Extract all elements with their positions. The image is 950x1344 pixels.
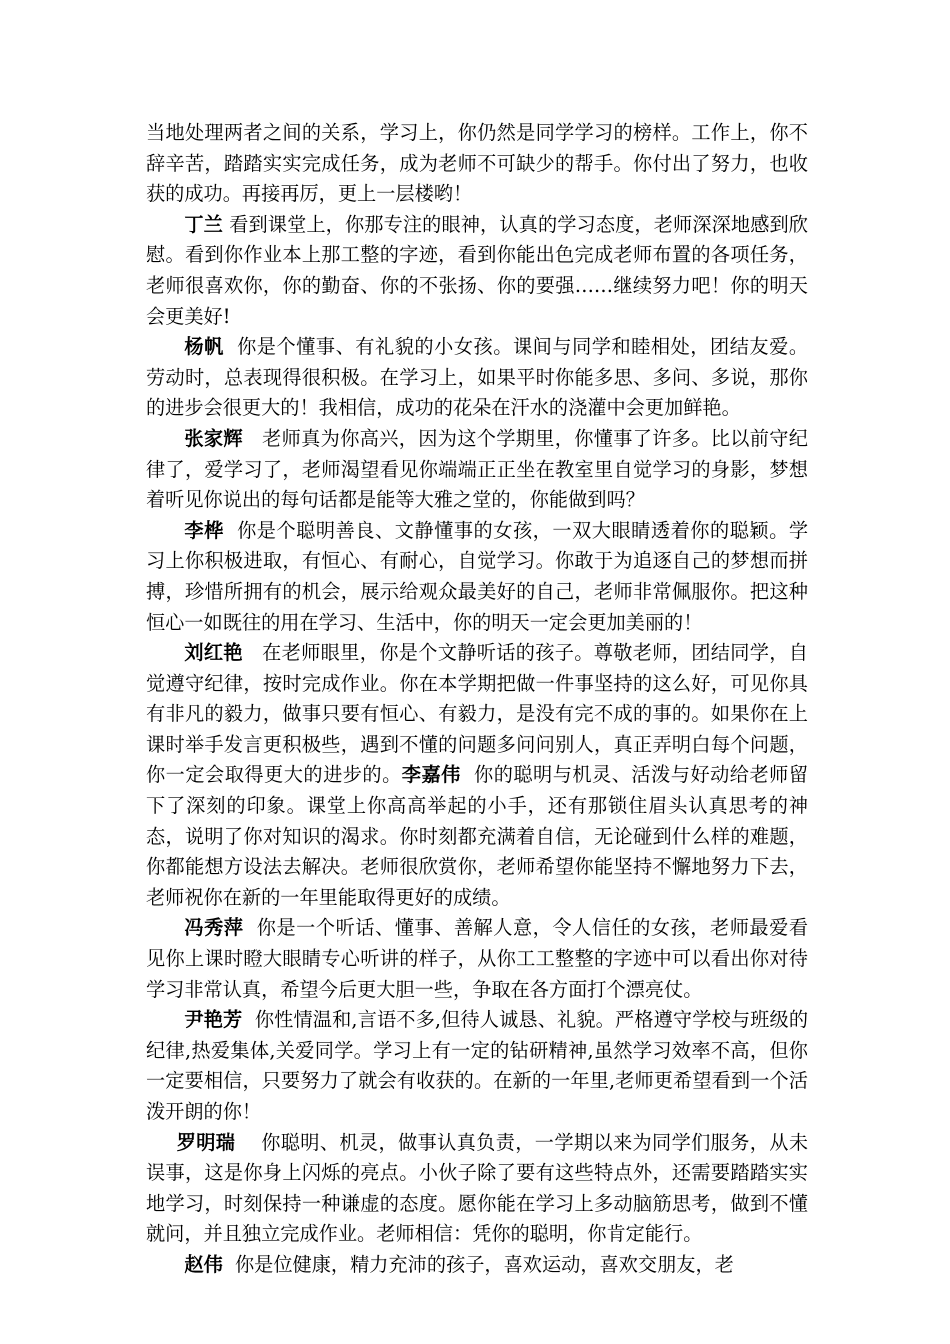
document-page — [146, 118, 808, 1281]
paragraph-comment — [146, 1128, 808, 1250]
comment-text: 在老师眼里，你是个文静听话的孩子。尊敬老师，团结同学，自觉遵守纪律，按时完成作业。你在本学期把做一件事坚持的这么好，可见你具有非凡的毅力，做事只要有恒心、有毅力，是没有完不成的事的。如果你在上课时举手发言更积极些，遇到不懂的问题多问问别人，真正弄明白每个问题，你一定会取得更大的进步的。 — [146, 641, 808, 787]
paragraph-comment — [146, 332, 808, 424]
paragraph-comment — [146, 1005, 808, 1127]
comment-text: 你是个懂事、有礼貌的小女孩。课间与同学和睦相处，团结友爱。劳动时，总表现得很积极。在学习上，如果平时你能多思、多问、多说，那你的进步会很更大的！我相信，成功的花朵在汗水的浇灌中会更加鲜艳。 — [146, 335, 809, 420]
comment-text: 当地处理两者之间的关系，学习上，你仍然是同学学习的榜样。工作上，你不辞辛苦，踏踏实实完成任务，成为老师不可缺少的帮手。你付出了努力，也收获的成功。再接再厉，更上一层楼哟！ — [146, 121, 808, 206]
student-name: 罗明瑞 — [176, 1130, 236, 1154]
comment-text: 你聪明、机灵，做事认真负责，一学期以来为同学们服务，从未误事，这是你身上闪烁的亮点。小伙子除了要有这些特点外，还需要踏踏实实地学习，时刻保持一种谦虚的态度。愿你能在学习上多动脑筋思考，做到不懂就问，并且独立完成作业。老师相信：凭你的聪明，你肯定能行。 — [146, 1130, 809, 1246]
paragraph-comment — [146, 913, 808, 1005]
comment-text: 你的聪明与机灵、活泼与好动给老师留下了深刻的印象。课堂上你高高举起的小手，还有那锁住眉头认真思考的神态，说明了你对知识的渴求。你时刻都充满着自信，无论碰到什么样的难题，你都能想方设法去解决。老师很欣赏你，老师希望你能坚持不懈地努力下去，老师祝你在新的一年里能取得更好的成绩。 — [146, 763, 809, 909]
student-name: 尹艳芳 — [184, 1008, 243, 1032]
student-name: 李嘉伟 — [401, 763, 461, 787]
student-name: 杨帆 — [184, 335, 224, 359]
paragraph-comment — [146, 638, 808, 913]
paragraph-comment — [146, 210, 808, 332]
comment-text: 你性情温和,言语不多,但待人诚恳、礼貌。严格遵守学校与班级的纪律,热爱集体,关爱同学。学习上有一定的钻研精神,虽然学习效率不高，但你一定要相信，只要努力了就会有收获的。在新的一年里,老师更希望看到一个活泼开朗的你！ — [146, 1008, 809, 1123]
comment-text: 看到课堂上，你那专注的眼神，认真的学习态度，老师深深地感到欣慰。看到你作业本上那工整的字迹，看到你能出色完成老师布置的各项任务，老师很喜欢你，你的勤奋、你的不张扬、你的要强……继续努力吧！你的明天会更美好! — [146, 212, 808, 328]
student-name: 冯秀萍 — [184, 916, 244, 940]
paragraph-comment — [146, 516, 808, 638]
paragraph-comment — [146, 424, 808, 516]
student-name: 张家辉 — [184, 426, 243, 450]
student-name: 刘红艳 — [184, 641, 243, 665]
student-name: 李桦 — [184, 518, 224, 542]
comment-text: 你是个聪明善良、文静懂事的女孩，一双大眼睛透着你的聪颖。学习上你积极进取，有恒心、有耐心，自觉学习。你敢于为追逐自己的梦想而拼搏，珍惜所拥有的机会，展示给观众最美好的自己，老师非常佩服你。把这种恒心一如既往的用在学习、生活中，你的明天一定会更加美丽的！ — [146, 518, 809, 634]
student-name: 丁兰 — [184, 212, 223, 236]
student-name: 赵伟 — [184, 1252, 223, 1276]
paragraph-comment — [146, 1250, 808, 1281]
paragraph-intro — [146, 118, 808, 210]
comment-text: 你是一个听话、懂事、善解人意，令人信任的女孩，老师最爱看见你上课时瞪大眼睛专心听讲的样子，从你工工整整的字迹中可以看出你对待学习非常认真，希望今后更大胆一些，争取在各方面打个漂亮仗。 — [146, 916, 809, 1001]
comment-text: 老师真为你高兴，因为这个学期里，你懂事了许多。比以前守纪律了，爱学习了，老师渴望看见你端端正正坐在教室里自觉学习的身影，梦想着听见你说出的每句话都是能等大雅之堂的，你能做到吗？ — [146, 426, 808, 512]
comment-text: 你是位健康，精力充沛的孩子，喜欢运动，喜欢交朋友，老 — [234, 1252, 734, 1276]
